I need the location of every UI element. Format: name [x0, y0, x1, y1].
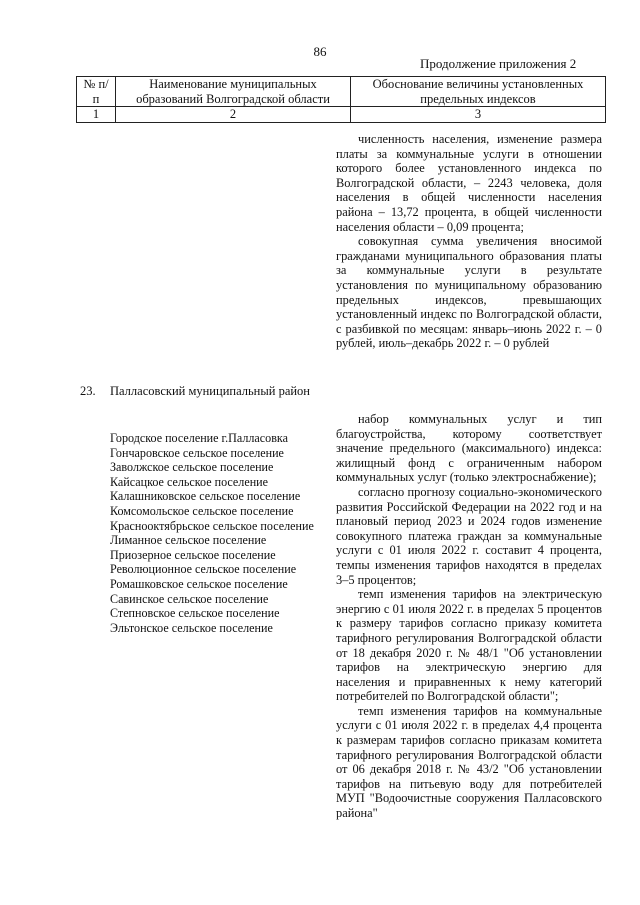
list-item: Калашниковское сельское поселение — [110, 489, 301, 504]
list-item: Городское поселение г.Палласовка — [110, 431, 288, 445]
list-item: Революционное сельское поселение — [110, 562, 297, 577]
page-number: 86 — [313, 44, 327, 59]
district-title: Палласовский муниципальный район — [110, 384, 310, 398]
list-item: Гончаровское сельское поселение — [110, 445, 284, 460]
paragraph: согласно прогнозу социально-экономического развития Российской Федерации на 2022 год и на плановый период 2023 и 2024 годов изменение совокупного платежа граждан за коммунальные услуги с 01 июля 2022 г. составит 4 процента, темпы изменения тарифов находятся в пределах 3–5 процентов; — [336, 484, 602, 587]
list-item: Эльтонское сельское поселение — [110, 620, 273, 635]
list-item: Заволжское сельское поселение — [110, 460, 274, 475]
list-item: Степновское сельское поселение — [110, 606, 280, 621]
paragraph: темп изменения тарифов на коммунальные услуги с 01 июля 2022 г. в пределах 4,4 процента к размерам тарифов согласно приказам комитета тарифного регулирования Волгоградской области от 06 декабря 2018 г. № 43/2 "Об установлении тарифов на питьевую воду для потребителей МУП "Водоочистные сооружения Палласовского района" — [336, 703, 602, 821]
table-header — [76, 76, 606, 123]
list-item: Ромашковское сельское поселение — [110, 576, 288, 591]
list-item: Краснооктябрьское сельское поселение — [110, 518, 314, 533]
item-justification-text — [336, 412, 602, 821]
top-justification-text — [336, 132, 602, 351]
item-number: 23. — [80, 384, 96, 398]
header-name-cell: Наименование муниципальных образований Волгоградской области — [116, 77, 351, 107]
settlement-list — [110, 431, 314, 635]
list-item: Кайсацкое сельское поселение — [110, 474, 269, 489]
header-index-2: 2 — [116, 107, 351, 123]
header-index-3: 3 — [351, 107, 606, 123]
header-index-1: 1 — [77, 107, 116, 123]
paragraph: набор коммунальных услуг и тип благоустройства, которому соответствует значение предельного (максимального) индекса: жилищный фонд с ограниченным набором коммунальных услуг (только электроснабжение); — [336, 412, 602, 485]
list-item: Лиманное сельское поселение — [110, 533, 267, 548]
header-number-cell: № п/п — [77, 77, 116, 107]
continuation-label: Продолжение приложения 2 — [420, 56, 577, 71]
paragraph: численность населения, изменение размера платы за коммунальные услуги в отношении которого более установленного индекса по Волгоградской области, – 2243 человека, доля населения в общей численности населения района – 13,72 процента, в общей численности населения области – 0,09 процента; — [336, 132, 602, 234]
list-item: Приозерное сельское поселение — [110, 547, 276, 562]
paragraph: темп изменения тарифов на электрическую энергию с 01 июля 2022 г. в пределах 5 процентов к размеру тарифов согласно приказу комитета тарифного регулирования Волгоградской области от 18 декабря 2020 г. № 48/1 "Об установлении тарифов на электрическую энергию для населения и приравненных к нему категорий потребителей по Волгоградской области"; — [336, 587, 602, 704]
list-item: Комсомольское сельское поселение — [110, 503, 294, 518]
header-basis-cell: Обоснование величины установленных предельных индексов — [351, 77, 606, 107]
paragraph: совокупная сумма увеличения вносимой гражданами муниципального образования платы за коммунальные услуги в результате установления по муниципальному образованию предельных индексов, превышающих установленный индекс по Волгоградской области, с разбивкой по месяцам: январь–июнь 2022 г. – 0 рублей, июль–декабрь 2022 г. – 0 рублей — [336, 234, 602, 351]
list-item: Савинское сельское поселение — [110, 591, 269, 606]
